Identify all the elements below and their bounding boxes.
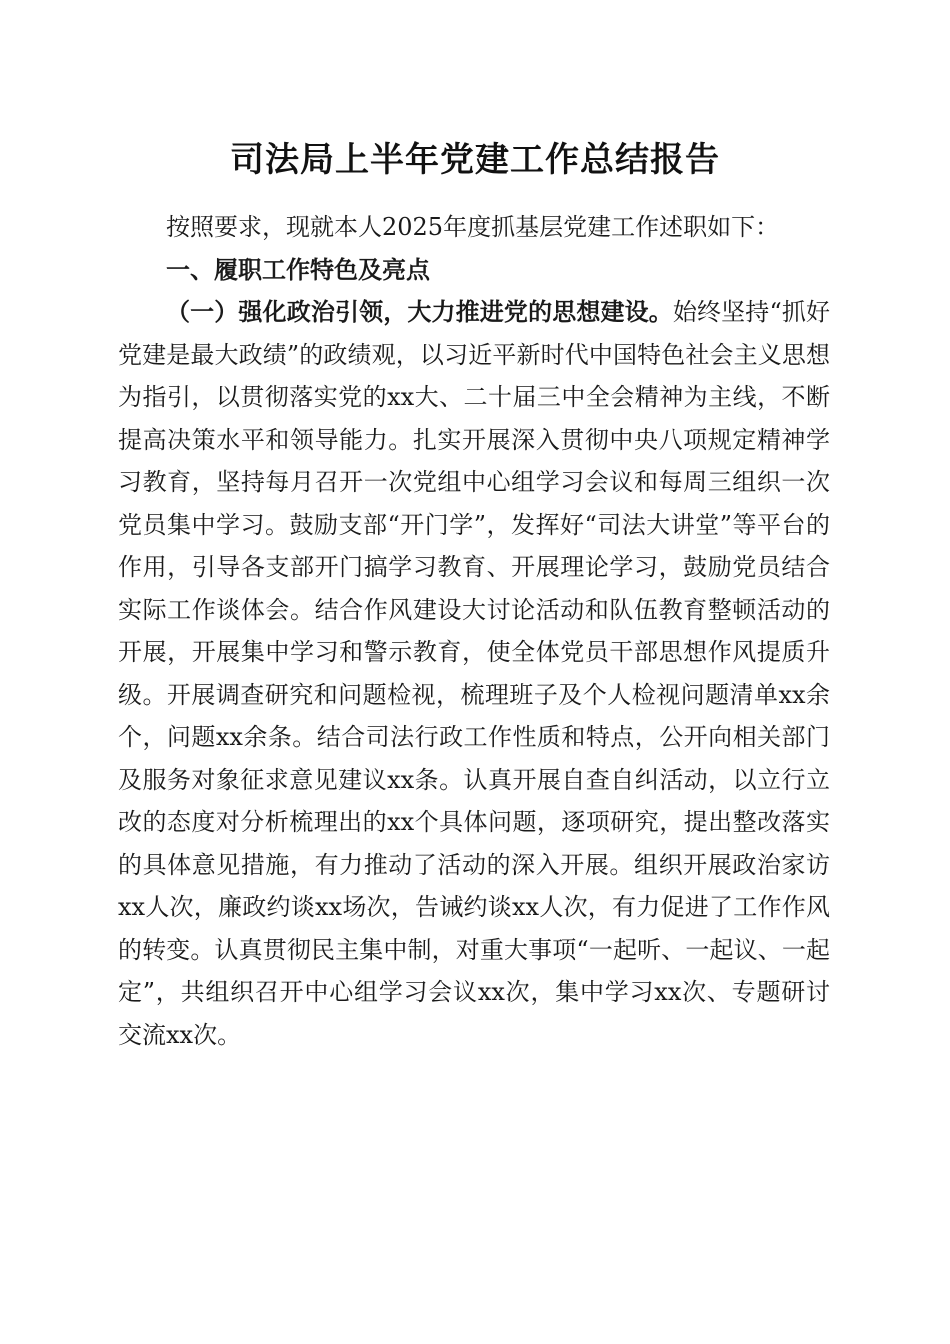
intro-paragraph: 按照要求，现就本人2025年度抓基层党建工作述职如下： bbox=[166, 213, 780, 241]
document-title: 司法局上半年党建工作总结报告 bbox=[230, 140, 720, 180]
paragraph-body: 始终坚持“抓好党建是最大政绩”的政绩观，以习近平新时代中国特色社会主义思想为指引，以贯彻落实党的xx大、二十届三中全会精神为主线，不断提高决策水平和领导能力。扎实开展深入贯彻中央八项规定精神学习教育，坚持每月召开一次党组中心组学习会议和每周三组织一次党员集中学习。鼓励支部“开门学”，发挥好“司法大讲堂”等平台的作用，引导各支部开门搞学习教育、开展理论学习，鼓励党员结合实际工作谈体会。结合作风建设大讨论活动和队伍教育整顿活动的开展，开展集中学习和警示教育，使全体党员干部思想作风提质升级。开展调查研究和问题检视，梳理班子及个人检视问题清单xx余个，问题xx余条。结合司法行政工作性质和特点，公开向相关部门及服务对象征求意见建议xx条。认真开展自查自纠活动，以立行立改的态度对分析梳理出的xx个具体问题，逐项研究，提出整改落实的具体意见措施，有力推动了活动的深入开展。组织开展政治家访xx人次，廉政约谈xx场次，告诫约谈xx人次，有力促进了工作作风的转变。认真贯彻民主集中制，对重大事项“一起听、一起议、一起定”，共组织召开中心组学习会议xx次，集中学习xx次、专题研讨交流xx次。 bbox=[118, 298, 830, 1049]
section-heading: 一、履职工作特色及亮点 bbox=[166, 255, 430, 284]
document-body bbox=[118, 206, 830, 1056]
sub-heading: （一）强化政治引领，大力推进党的思想建设。 bbox=[166, 297, 673, 326]
section-paragraph bbox=[118, 291, 830, 1056]
